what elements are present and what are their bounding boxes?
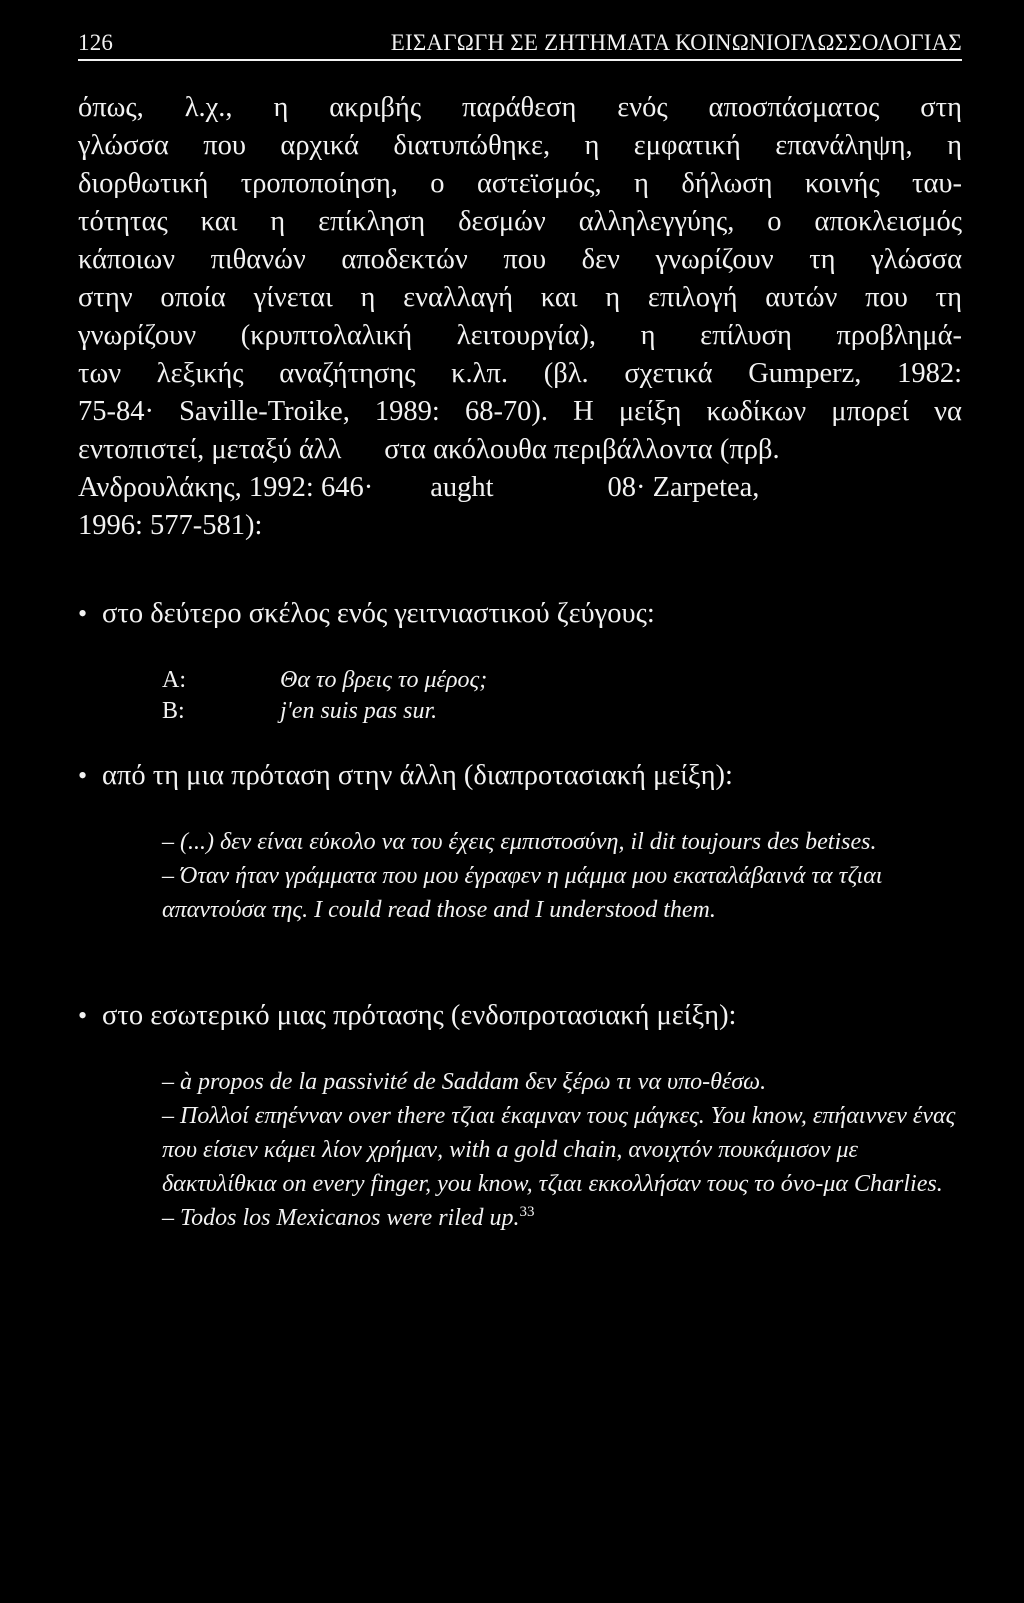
bullet-icon: • xyxy=(78,599,88,628)
bullet-heading: στο εσωτερικό μιας πρότασης (ενδοπροτασιακή μείξη): xyxy=(102,1000,737,1031)
bullet-heading: στο δεύτερο σκέλος ενός γειτνιαστικού ζεύγους: xyxy=(102,598,655,629)
paragraph-line: των λεξικής αναζήτησης κ.λπ. (βλ. σχετικά Gumperz, 1982: xyxy=(78,358,962,389)
utterance-text: Θα το βρεις το μέρος; xyxy=(280,667,488,693)
utterance-text: j'en suis pas sur. xyxy=(280,698,438,724)
running-title: ΕΙΣΑΓΩΓΗ ΣΕ ΖΗΤΗΜΑΤΑ ΚΟΙΝΩΝΙΟΓΛΩΣΣΟΛΟΓΙΑΣ xyxy=(390,30,962,55)
speaker-label: B: xyxy=(162,698,185,724)
bullet-icon: • xyxy=(78,1001,88,1030)
example-line: – (...) δεν είναι εύκολο να του έχεις εμπιστοσύνη, il dit toujours des betises. xyxy=(162,829,877,855)
paragraph-line: γνωρίζουν (κρυπτολαλική λειτουργία), η επίλυση προβλημά- xyxy=(78,320,962,351)
bullet-icon: • xyxy=(78,761,88,790)
running-head xyxy=(78,30,962,61)
example-block xyxy=(162,825,962,927)
paragraph-line: 1996: 577-581): xyxy=(78,510,263,541)
example-text: – Todos los Mexicanos were riled up. xyxy=(162,1205,520,1231)
example-line: – Όταν ήταν γράμματα που μου έγραφεν η μάμμα μου εκαταλάβαινά τα τζιαι απαντούσα της. I could read those and I understood them. xyxy=(162,863,883,923)
speaker-label: A: xyxy=(162,667,186,693)
bullet-item-intersentential xyxy=(78,757,962,795)
bullet-item-adjacency-pair xyxy=(78,595,962,633)
book-page xyxy=(78,30,962,1235)
paragraph-line: γλώσσα που αρχικά διατυπώθηκε, η εμφατική επανάληψη, η xyxy=(78,130,962,161)
footnote-ref: 33 xyxy=(519,1204,535,1220)
paragraph-line: 75-84· Saville-Troike, 1989: 68-70). Η μείξη κωδίκων μπορεί να xyxy=(78,396,962,427)
paragraph-line: διορθωτική τροποποίηση, ο αστεϊσμός, η δήλωση κοινής ταυ- xyxy=(78,168,962,199)
dialogue-line xyxy=(162,665,962,696)
example-line: – à propos de la passivité de Saddam δεν ξέρω τι να υπο-θέσω. xyxy=(162,1069,767,1095)
bullet-item-intrasentential xyxy=(78,997,962,1035)
paragraph-line: κάποιων πιθανών αποδεκτών που δεν γνωρίζουν τη γλώσσα xyxy=(78,244,962,275)
example-line xyxy=(162,1201,962,1235)
example-line: – Πολλοί επηένναν over there τζιαι έκαμναν τους μάγκες. You know, επήαιννεν ένας που είσιεν κάμει λίον χρήμαν, with a gold chain, ανοιχτόν πουκάμισον με δακτυλίθκια on every finger, you know, τζιαι εκκολλήσαν τους το όνο-μα Charlies. xyxy=(162,1103,956,1197)
example-block xyxy=(162,1065,962,1235)
dialogue-example xyxy=(162,665,962,727)
bullet-heading: από τη μια πρόταση στην άλλη (διαπροτασιακή μείξη): xyxy=(102,760,733,791)
page-number: 126 xyxy=(78,30,114,55)
paragraph-line: όπως, λ.χ., η ακριβής παράθεση ενός αποσπάσματος στη xyxy=(78,92,962,123)
main-paragraph xyxy=(78,89,962,545)
paragraph-line: στην οποία γίνεται η εναλλαγή και η επιλογή αυτών που τη xyxy=(78,282,962,313)
paragraph-line: τότητας και η επίκληση δεσμών αλληλεγγύης, ο αποκλεισμός xyxy=(78,206,962,237)
dialogue-line xyxy=(162,696,962,727)
paragraph-line: εντοπιστεί, μεταξύ άλλ στα ακόλουθα περιβάλλοντα (πρβ. xyxy=(78,434,780,465)
paragraph-line: Ανδρουλάκης, 1992: 646· aught 08· Zarpetea, xyxy=(78,472,760,503)
